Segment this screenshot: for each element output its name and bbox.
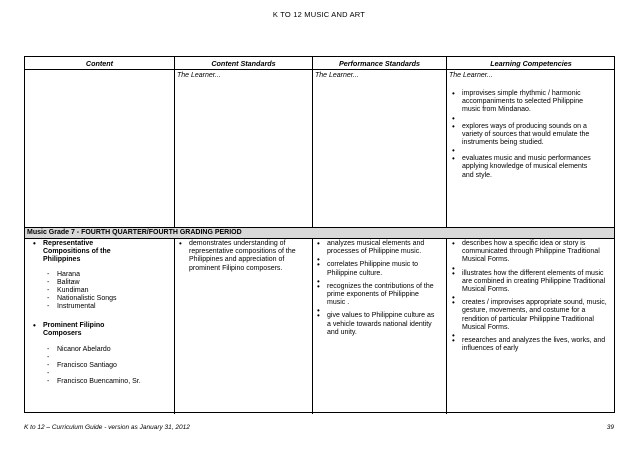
spacer [450,147,598,155]
learning-competencies-lead: The Learner... [449,72,493,79]
content-cell [31,240,171,387]
footer-page-number: 39 [606,424,614,431]
document-header-title: K TO 12 MUSIC AND ART [272,10,366,19]
sub-item: - Francisco Santiago [45,362,171,370]
competency-item: • creates / improvises appropriate sound, music, gesture, movements, and costume for a rendition of particular Philippine Traditional Musical Forms. [450,299,610,332]
competency-item: • evaluates music and music performances applying knowledge of musical elements and style. [450,155,598,180]
content-item: • Prominent Filipino Composers [31,322,123,338]
sub-item: - Instrumental [45,303,171,311]
competency-item: • researches and analyzes the lives, works, and influences of early [450,337,610,353]
performance-standards-cell [315,240,437,337]
content-standards-lead: The Learner... [177,72,221,79]
quarter-label: Music Grade 7 - FOURTH QUARTER/FOURTH GRADING PERIOD [25,228,614,238]
intro-competencies-list [450,90,598,180]
performance-standards-lead: The Learner... [315,72,359,79]
performance-standard-item: • give values to Philippine culture as a vehicle towards national identity and unity. [315,312,437,337]
learning-competencies-cell [450,240,610,353]
content-item: • Representative Compositions of the Philippines [31,240,138,265]
column-header-learning-competencies: Learning Competencies [490,59,572,68]
competency-item: • illustrates how the different elements of music are combined in creating Philippine Traditional Musical Forms. [450,270,610,295]
sub-item: - Kundiman [45,287,171,295]
sub-item: - Nationalistic Songs [45,295,171,303]
sub-item: - Balitaw [45,279,171,287]
performance-standard-item: • correlates Philippine music to Philippine culture. [315,261,437,277]
column-header-content: Content [85,59,114,68]
competency-item: • describes how a specific idea or story is communicated through Philippine Traditional Musical Forms. [450,240,610,265]
competency-item: • improvises simple rhythmic / harmonic accompaniments to selected Philippine music from Mindanao. [450,90,598,115]
header-row-divider [25,69,614,70]
column-header-content-standards: Content Standards [211,59,276,68]
spacer [45,370,171,378]
column-header-performance-standards: Performance Standards [338,59,421,68]
curriculum-table [24,56,615,413]
competency-item: • explores ways of producing sounds on a variety of sources that would emulate the instruments being studied. [450,123,598,148]
sub-item: - Nicanor Abelardo [45,346,171,354]
footer-guide-version: K to 12 – Curriculum Guide - version as January 31, 2012 [24,424,190,431]
content-standard-item: • demonstrates understanding of representative compositions of the Philippines and appreciation of prominent Filipino composers. [177,240,305,273]
content-standards-cell [177,240,305,273]
performance-standard-item: • analyzes musical elements and processes of Philippine music. [315,240,437,256]
spacer [45,354,171,362]
sub-item: - Francisco Buencamino, Sr. [45,378,147,386]
sub-item: - Harana [45,271,171,279]
performance-standard-item: • recognizes the contributions of the prime exponents of Philippine music . [315,283,437,308]
spacer [450,115,598,123]
